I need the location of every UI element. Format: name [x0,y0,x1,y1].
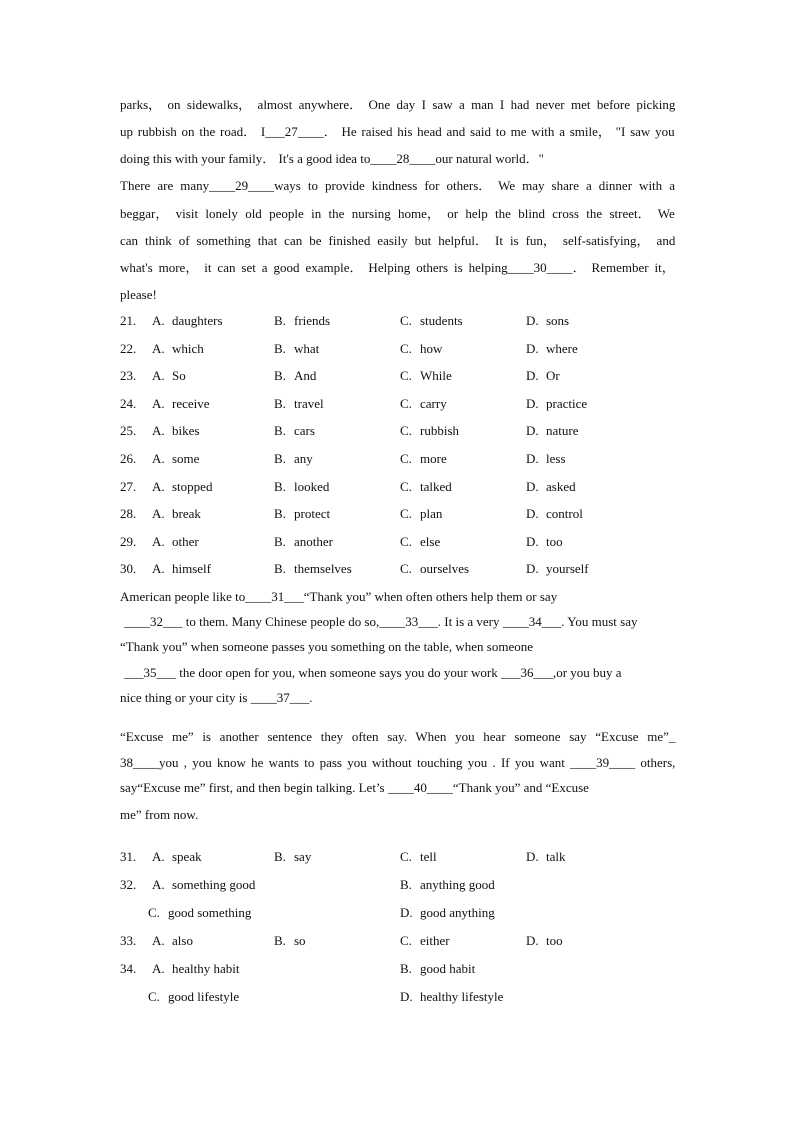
option-letter: D. [526,479,539,494]
text-segment: me” from now. [120,807,199,822]
option-text: looked [294,479,330,494]
option-text: bikes [172,423,200,438]
answer-option [526,561,589,577]
answer-option [400,479,452,495]
option-letter: D. [526,313,539,328]
answer-option [152,423,199,439]
option-text: which [172,341,204,356]
option-text: himself [172,561,211,576]
answer-option [274,451,313,467]
option-text: break [172,506,201,521]
answer-option [274,561,352,577]
option-letter: A. [152,479,165,494]
question-number: 24. [120,396,137,411]
option-letter: A. [152,313,165,328]
option-text: also [172,933,193,948]
answer-option [152,849,202,865]
answer-option [526,933,563,949]
answer-option [400,341,442,357]
answer-option [400,313,463,329]
answer-option [400,905,495,921]
text-segment: American people like to [120,589,246,604]
answer-option [152,877,255,893]
option-text: carry [420,396,447,411]
option-text: daughters [172,313,223,328]
text-segment: you , you know he wants to pass you without touching you . If you want [159,755,571,770]
text-segment: others, [635,755,676,770]
answer-blank: ____32___ [124,614,183,629]
answer-option [274,368,316,384]
answer-blank: 38____ [120,755,159,770]
option-letter: C. [400,561,412,576]
passage-line [120,206,675,222]
option-text: either [420,933,450,948]
answer-blank: ___36___ [500,665,553,680]
option-letter: B. [274,933,286,948]
answer-option [400,396,447,412]
text-segment: doing this with your family． It's a good idea to [120,151,371,166]
option-letter: D. [526,423,539,438]
option-letter: C. [400,479,412,494]
passage-line [120,124,675,140]
question-number: 21. [120,313,137,328]
answer-option [526,451,566,467]
answer-option [152,341,204,357]
option-letter: B. [400,877,412,892]
text-segment: ． He raised his head and said to me with a smile， "I saw you [323,124,675,139]
option-text: travel [294,396,324,411]
passage-line [120,260,675,276]
answer-option [152,479,212,495]
option-letter: B. [274,368,286,383]
question-number: 27. [120,479,137,494]
option-text: so [294,933,306,948]
option-letter: C. [400,933,412,948]
answer-option [152,451,199,467]
option-text: sons [546,313,570,328]
option-text: good habit [420,961,476,976]
answer-option [400,933,450,949]
answer-option [526,506,583,522]
option-letter: B. [400,961,412,976]
text-segment: what's more， it can set a good example． Helping others is helping [120,260,508,275]
option-text: tell [420,849,437,864]
option-text: talked [420,479,452,494]
option-text: rubbish [420,423,459,438]
answer-option [152,534,199,550]
option-text: yourself [546,561,589,576]
option-letter: C. [400,506,412,521]
option-letter: C. [400,368,412,383]
answer-option [400,961,475,977]
option-text: receive [172,396,210,411]
passage-line [120,589,557,605]
option-text: another [294,534,333,549]
text-segment: There are many [120,178,210,193]
text-segment: “Thank you” and “Excuse [452,780,589,795]
answer-blank: ___35___ [124,665,176,680]
question-number: 33. [120,933,137,948]
option-letter: D. [400,989,413,1004]
option-letter: A. [152,561,165,576]
option-letter: D. [526,451,539,466]
text-segment: up rubbish on the road． I [120,124,266,139]
answer-option [400,451,447,467]
question-number: 29. [120,534,137,549]
option-text: students [420,313,463,328]
option-letter: B. [274,849,286,864]
text-segment: our natural world．" [435,151,544,166]
option-text: anything good [420,877,495,892]
answer-option [148,989,239,1005]
option-letter: C. [400,396,412,411]
answer-option [400,506,442,522]
text-segment: to them. Many Chinese people do so, [182,614,380,629]
text-segment: . [309,690,313,705]
passage-line [120,233,675,249]
option-letter: A. [152,849,165,864]
option-text: other [172,534,199,549]
answer-option [400,877,495,893]
question-number: 32. [120,877,137,892]
answer-option [152,961,240,977]
option-letter: D. [526,933,539,948]
option-letter: B. [274,561,286,576]
option-letter: A. [152,341,165,356]
option-letter: D. [526,506,539,521]
option-text: And [294,368,317,383]
option-text: good anything [420,905,495,920]
option-letter: A. [152,877,165,892]
option-text: good lifestyle [168,989,240,1004]
option-letter: A. [152,534,165,549]
text-segment: nice thing or your city is [120,690,251,705]
answer-option [526,423,578,439]
answer-option [274,534,333,550]
option-letter: A. [152,506,165,521]
text-segment: please! [120,287,157,302]
option-text: too [546,534,563,549]
option-letter: C. [148,905,160,920]
option-text: any [294,451,313,466]
passage-line [120,151,544,167]
option-text: control [546,506,583,521]
option-text: asked [546,479,576,494]
question-number: 28. [120,506,137,521]
passage-line [120,807,198,823]
answer-blank: ____31___ [245,589,304,604]
option-text: say [294,849,312,864]
option-text: healthy habit [172,961,240,976]
option-letter: A. [152,451,165,466]
text-segment: . It is a very [437,614,503,629]
text-segment: ,or you buy a [552,665,622,680]
answer-option [152,933,193,949]
answer-blank: ____37___ [250,690,310,705]
option-text: speak [172,849,202,864]
option-letter: C. [400,534,412,549]
answer-option [526,534,563,550]
option-text: something good [172,877,256,892]
text-segment: “Thank you” when often others help them or say [303,589,558,604]
answer-option [400,561,469,577]
option-letter: C. [400,341,412,356]
answer-blank: ____39____ [570,755,636,770]
option-text: talk [546,849,566,864]
text-segment: the door open for you, when someone says you do your work [176,665,501,680]
answer-option [274,479,329,495]
answer-option [274,396,324,412]
option-text: where [546,341,578,356]
passage-line [124,614,637,630]
text-segment: “Thank you” when someone passes you something on the table, when someone [120,639,534,654]
option-letter: A. [152,961,165,976]
option-letter: B. [274,534,286,549]
option-letter: B. [274,423,286,438]
option-letter: A. [152,423,165,438]
answer-blank: ____29____ [209,178,275,193]
answer-option [148,905,251,921]
question-number: 26. [120,451,137,466]
option-letter: D. [526,534,539,549]
answer-option [526,849,566,865]
option-letter: A. [152,933,165,948]
question-number: 30. [120,561,137,576]
question-number: 23. [120,368,137,383]
passage-line [120,639,533,655]
passage-line [120,780,589,796]
question-number: 25. [120,423,137,438]
option-letter: A. [152,396,165,411]
question-number: 34. [120,961,137,976]
option-text: nature [546,423,579,438]
option-text: Or [546,368,560,383]
option-letter: D. [400,905,413,920]
option-letter: C. [400,849,412,864]
option-letter: B. [274,341,286,356]
option-letter: B. [274,479,286,494]
option-letter: D. [526,561,539,576]
answer-option [526,479,576,495]
option-letter: D. [526,396,539,411]
answer-blank: ____34___ [502,614,562,629]
option-text: less [546,451,566,466]
answer-option [152,368,186,384]
answer-option [400,534,440,550]
text-segment: can think of something that can be finished easily but helpful． It is fun， self-satisfying， and [120,233,676,248]
text-segment: beggar， visit lonely old people in the nursing home， or help the blind cross the street． We [120,206,675,221]
answer-option [400,423,459,439]
option-text: While [420,368,452,383]
text-segment: say“Excuse me” first, and then begin talking. Let’s [120,780,388,795]
answer-option [152,313,223,329]
answer-option [152,561,211,577]
answer-option [152,396,210,412]
text-segment: . You must say [561,614,638,629]
answer-blank: ____40____ [387,780,453,795]
option-text: healthy lifestyle [420,989,504,1004]
answer-option [526,341,578,357]
option-letter: B. [274,313,286,328]
answer-option [526,396,587,412]
option-text: protect [294,506,331,521]
answer-option [526,368,560,384]
answer-option [274,341,319,357]
passage-line [124,665,622,681]
answer-option [274,933,306,949]
option-text: more [420,451,447,466]
text-segment: “Excuse me” is another sentence they often say. When you hear someone say “Excuse me”_ [120,729,676,744]
text-segment: ． Remember it， [572,260,675,275]
option-letter: C. [400,313,412,328]
option-text: cars [294,423,315,438]
answer-option [274,849,311,865]
option-text: what [294,341,320,356]
option-letter: B. [274,396,286,411]
option-text: practice [546,396,588,411]
answer-option [400,849,437,865]
answer-blank: ____30____ [507,260,573,275]
answer-option [526,313,569,329]
option-letter: D. [526,368,539,383]
option-letter: A. [152,368,165,383]
passage-line [120,755,675,771]
option-letter: B. [274,506,286,521]
answer-option [152,506,201,522]
option-letter: C. [148,989,160,1004]
answer-option [400,989,503,1005]
option-text: plan [420,506,443,521]
answer-blank: ____33___ [379,614,438,629]
option-letter: D. [526,849,539,864]
option-text: good something [168,905,252,920]
passage-line [120,287,157,303]
question-number: 31. [120,849,137,864]
option-letter: C. [400,423,412,438]
passage-line [120,178,675,194]
option-letter: C. [400,451,412,466]
question-number: 22. [120,341,137,356]
option-text: too [546,933,563,948]
option-text: So [172,368,186,383]
option-text: how [420,341,443,356]
answer-option [274,313,330,329]
option-text: some [172,451,200,466]
answer-blank: ___27____ [265,124,324,139]
passage-line [120,97,675,113]
answer-blank: ____28____ [370,151,436,166]
option-letter: B. [274,451,286,466]
answer-option [400,368,452,384]
option-text: themselves [294,561,352,576]
answer-option [274,423,315,439]
passage-line [120,729,675,745]
answer-option [274,506,330,522]
text-segment: parks， on sidewalks， almost anywhere． One day I saw a man I had never met before picking [120,97,676,112]
option-text: else [420,534,441,549]
passage-line [120,690,312,706]
option-text: stopped [172,479,213,494]
option-text: ourselves [420,561,470,576]
text-segment: ways to provide kindness for others． We may share a dinner with a [274,178,675,193]
option-text: friends [294,313,331,328]
option-letter: D. [526,341,539,356]
